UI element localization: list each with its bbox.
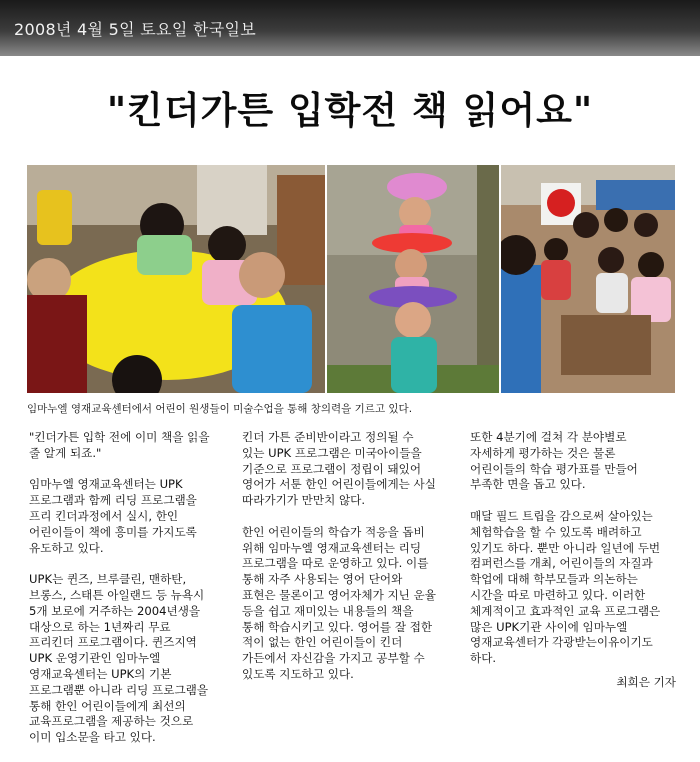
paragraph: 매달 필드 트립을 감으로써 살아있는 체험학습을 할 수 있도록 배려하고 있기도 하다. 뿐만 아니라 일년에 두번 컴퍼런스를 개최, 어린이들의 자질과 학업에 대해 학부모들과 의논하는 시간을 따로 마련하고 있다. 이러한 체계적이고 효과적인 교육 프로그램은 많은 UPK기관 사이에 임마누엘 영재교육센터가 각광받는이유이기도 하다.: [470, 508, 661, 666]
children-paper-hats-photo: [327, 165, 499, 393]
newspaper-header-bar: [0, 0, 700, 56]
byline: 최희은 기자: [616, 674, 676, 689]
article-column-3: [470, 430, 676, 706]
paragraph: 킨더 가튼 준비반이라고 정의될 수 있는 UPK 프로그램은 미국아이들을 기준으로 프로그램이 정립이 돼있어 영어가 서툰 한인 어린이들에게는 사실 따라가기가 만만치 않다.: [242, 430, 436, 508]
article-column-1: [29, 430, 233, 762]
article-headline: "킨더가튼 입학전 책 읽어요": [106, 89, 594, 132]
children-storytime-photo: [501, 165, 675, 393]
classroom-painting-photo: [27, 165, 325, 393]
paragraph: UPK는 퀸즈, 브루클린, 맨하탄, 브롱스, 스태튼 아일랜드 등 뉴욕시 5개 보로에 거주하는 2004년생을 대상으로 하는 1년짜리 무료 프리킨더 프로그램이다. 퀸즈지역 UPK 운영기관인 임마누엘 영재교육센터는 UPK의 기본 프로그램뿐 아니라 리딩 프로그램을 통해 한인 어린이들에게 최선의 교육프로그램을 제공하는 것으로 이미 입소문을 타고 있다.: [29, 572, 209, 745]
paragraph: 또한 4분기에 걸쳐 각 분야별로 자세하게 평가하는 것은 물론 어린이들의 학습 평가표를 만들어 부족한 면을 돕고 있다.: [470, 430, 638, 492]
paragraph: 임마누엘 영재교육센터는 UPK 프로그램과 함께 리딩 프로그램을 프리 킨더과정에서 실시, 한인 어린이들이 책에 흥미를 가지도록 유도하고 있다.: [29, 477, 197, 555]
paragraph-quote: "킨더가튼 입학 전에 이미 책을 읽을 줄 알게 되죠.": [29, 430, 210, 460]
article-column-2: [242, 430, 460, 699]
publication-date-line: 2008년 4월 5일 토요일 한국일보: [14, 20, 256, 39]
paragraph: 한인 어린이들의 학습가 적응을 돕비 위해 임마누엘 영재교육센터는 리딩 프로그램을 따로 운영하고 있다. 이를 통해 자주 사용되는 영어 단어와 표현은 물론이고 영어자체가 지닌 운율 등을 쉽고 재미있는 내용들의 책을 통해 학습시키고 있다. 영어를 잘 접한 적이 없는 한인 어린이들이 킨더 가든에서 자신감을 가지고 공부할 수 있도록 지도하고 있다.: [242, 524, 436, 681]
photo-caption: 임마누엘 영재교육센터에서 어린이 원생들이 미술수업을 통해 창의력을 기르고 있다.: [27, 403, 413, 415]
